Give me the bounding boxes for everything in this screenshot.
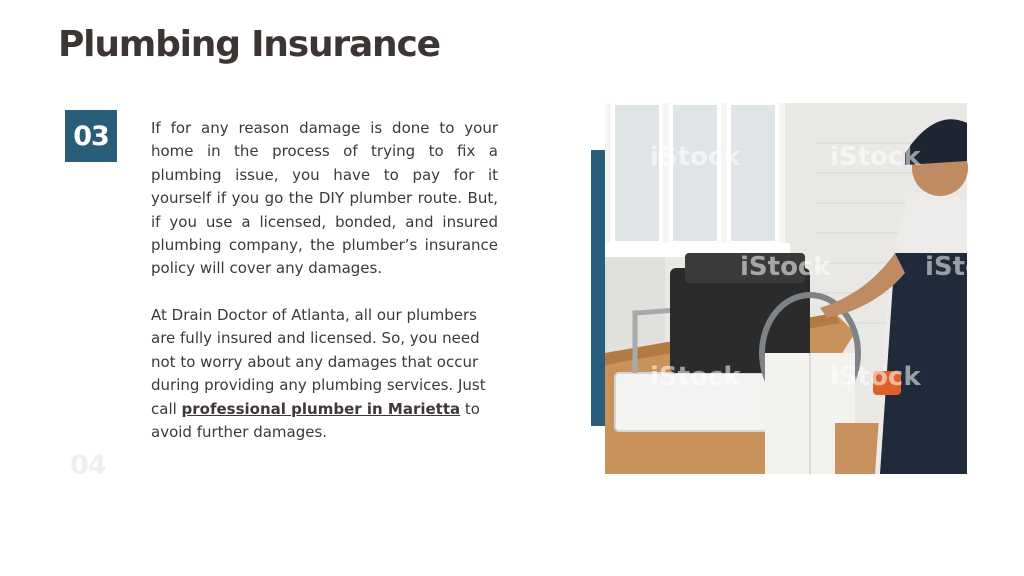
marietta-plumber-link[interactable]: professional plumber in Marietta <box>181 399 461 418</box>
paragraph-1: If for any reason damage is done to your home in the process of trying to fix a plumbing issue, you have to pay for it yourself if you go the DIY plumber route. But, if you use a licensed, bonded, and insured plumbing company, the plumber’s insurance policy will cover any damages. <box>151 119 498 278</box>
paragraph-2-end: to avoid further damages. <box>151 399 480 442</box>
next-section-number: 04 <box>70 450 106 481</box>
accent-bar <box>591 150 605 426</box>
svg-text:iStock: iStock <box>830 362 921 392</box>
paragraph-2 <box>151 304 498 444</box>
svg-text:iStock: iStock <box>650 362 741 392</box>
svg-text:iStock: iStock <box>650 142 741 172</box>
svg-text:iStock: iStock <box>740 252 831 282</box>
section-number-badge: 03 <box>65 110 117 162</box>
svg-text:iStock: iStock <box>925 252 1016 282</box>
svg-text:iStock: iStock <box>830 142 921 172</box>
paragraph-2-text: At Drain Doctor of Atlanta, all our plumbers are fully insured and licensed. So, you need not to worry about any damages that occur during providing any plumbing services. Just call <box>151 306 486 418</box>
page-title: Plumbing Insurance <box>58 24 440 65</box>
plumber-photo <box>605 103 1016 474</box>
